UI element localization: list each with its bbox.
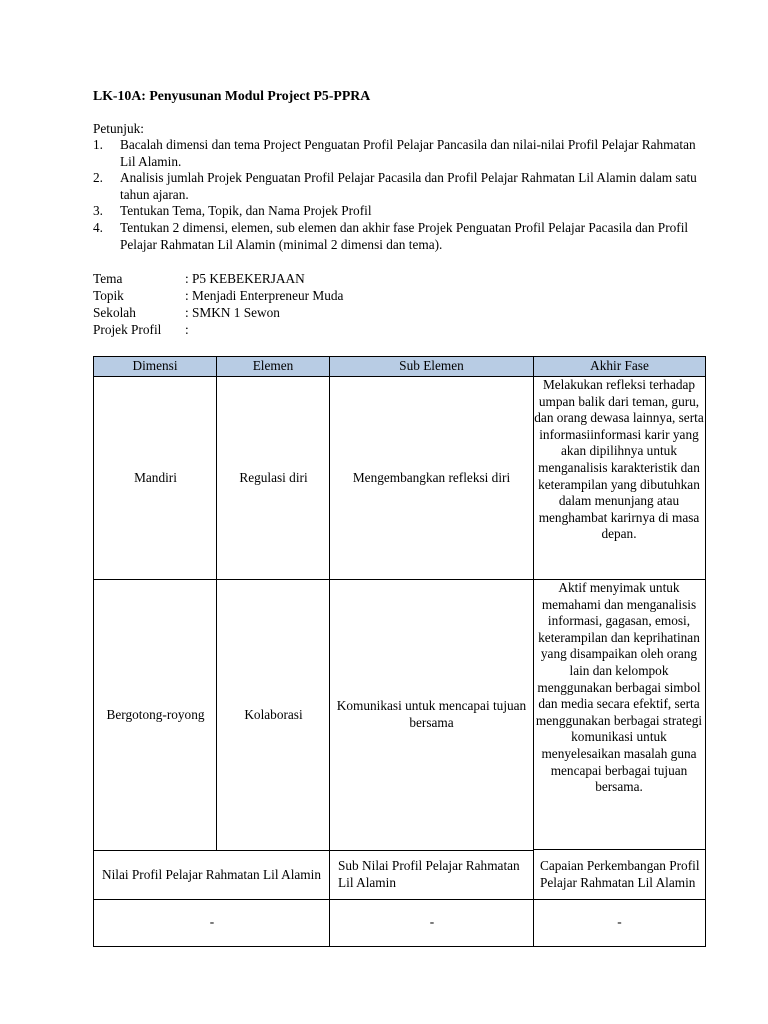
info-label: Sekolah (93, 305, 136, 320)
instruction-text: Bacalah dimensi dan tema Project Penguatan Profil Pelajar Pancasila dan nilai-nilai Profil Pelajar Rahmatan Lil Alamin. (120, 137, 696, 169)
cell-dimensi: Mandiri (93, 377, 217, 580)
instruction-item (93, 137, 703, 170)
header-elemen: Elemen (216, 356, 330, 377)
info-label: Tema (93, 271, 123, 286)
header-sub-elemen: Sub Elemen (329, 356, 534, 377)
info-value: : SMKN 1 Sewon (185, 305, 280, 320)
info-label: Projek Profil (93, 322, 162, 337)
info-row-projek-profil (93, 322, 343, 339)
cell-akhir-fase: Melakukan refleksi terhadap umpan balik dari teman, guru, dan orang dewasa lainnya, serta informasiinformasi karir yang akan dipilihnya untuk menganalisis karakteristik dan keterampilan yang dibutuhkan dalam menunjang atau menghambat karirnya di masa depan. (533, 377, 706, 580)
cell-elemen: Kolaborasi (216, 580, 330, 850)
instruction-item (93, 170, 703, 203)
ppra-cell-capaian: - (533, 899, 706, 947)
ppra-header-capaian: Capaian Perkembangan Profil Pelajar Rahmatan Lil Alamin (533, 850, 706, 900)
cell-sub-elemen: Komunikasi untuk mencapai tujuan bersama (329, 580, 534, 850)
info-row-topik (93, 288, 343, 305)
info-row-sekolah (93, 305, 343, 322)
info-value: : P5 KEBEKERJAAN (185, 271, 305, 286)
cell-dimensi: Bergotong-royong (93, 580, 217, 850)
instruction-text: Analisis jumlah Projek Penguatan Profil Pelajar Pacasila dan Profil Pelajar Rahmatan Lil Alamin dalam satu tahun ajaran. (120, 170, 697, 202)
cell-sub-elemen: Mengembangkan refleksi diri (329, 377, 534, 580)
info-row-tema (93, 271, 343, 288)
ppra-header-nilai: Nilai Profil Pelajar Rahmatan Lil Alamin (93, 850, 330, 900)
info-value: : (185, 322, 189, 337)
info-value: : Menjadi Enterpreneur Muda (185, 288, 344, 303)
instruction-number: 4. (93, 219, 103, 235)
instructions-label: Petunjuk: (93, 121, 144, 136)
document-title: LK-10A: Penyusunan Modul Project P5-PPRA (93, 88, 371, 103)
cell-elemen: Regulasi diri (216, 377, 330, 580)
ppra-cell-nilai: - (93, 899, 330, 947)
instruction-text: Tentukan Tema, Topik, dan Nama Projek Profil (120, 203, 372, 219)
instruction-text: Tentukan 2 dimensi, elemen, sub elemen dan akhir fase Projek Penguatan Profil Pelajar Pacasila dan Profil Pelajar Rahmatan Lil Alamin (minimal 2 dimensi dan tema). (120, 219, 689, 252)
cell-akhir-fase: Aktif menyimak untuk memahami dan menganalisis informasi, gagasan, emosi, keterampilan dan keprihatinan yang disampaikan oleh orang lain dan kelompok menggunakan berbagai simbol dan media secara efektif, serta menggunakan berbagai strategi komunikasi untuk menyelesaikan masalah guna mencapai berbagai tujuan bersama. (533, 580, 706, 850)
ppra-cell-sub-nilai: - (329, 899, 534, 947)
instructions-list (93, 137, 703, 253)
ppra-header-sub-nilai: Sub Nilai Profil Pelajar Rahmatan Lil Alamin (329, 850, 534, 900)
header-dimensi: Dimensi (93, 356, 217, 377)
instruction-item (93, 203, 703, 220)
instruction-number: 3. (93, 203, 103, 219)
instruction-number: 1. (93, 137, 103, 152)
instruction-item (93, 220, 703, 253)
instruction-number: 2. (93, 170, 103, 186)
info-label: Topik (93, 288, 124, 303)
project-info (93, 271, 343, 339)
header-akhir-fase: Akhir Fase (533, 356, 706, 377)
